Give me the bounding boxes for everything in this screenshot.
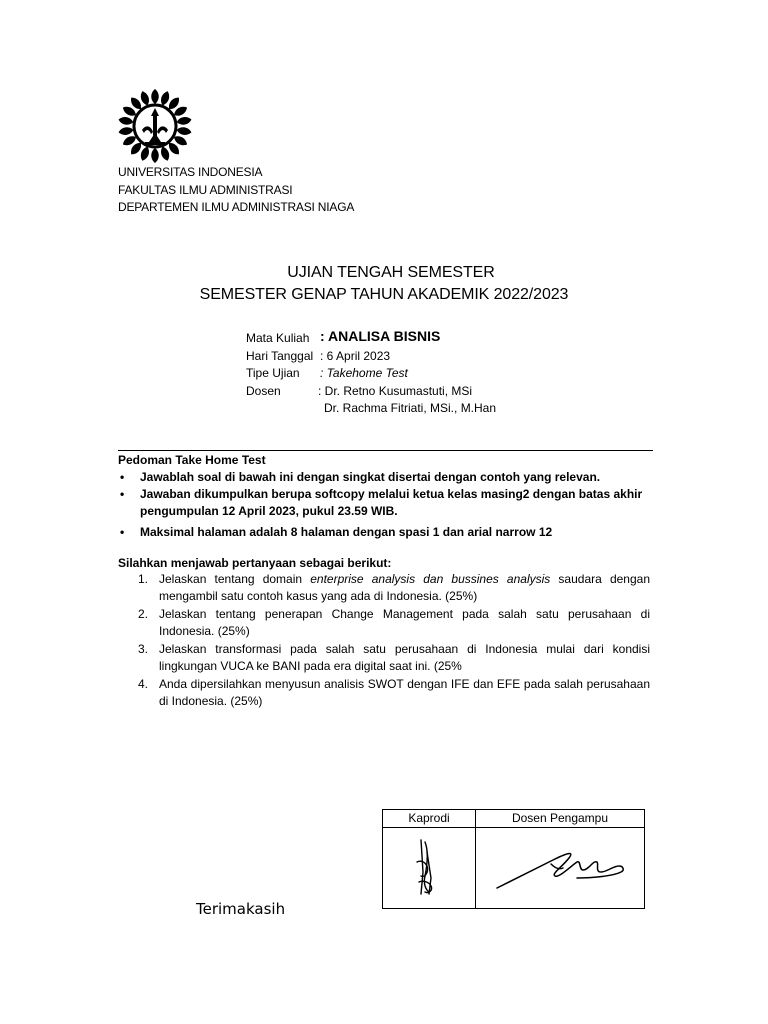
question-text: Jelaskan tentang penerapan Change Management pada salah satu perusahaan di Indonesia. (25%) xyxy=(159,607,650,638)
guidelines-section xyxy=(118,452,653,541)
guideline-item xyxy=(118,469,653,486)
lecturer-value-1: : Dr. Retno Kusumastuti, MSi xyxy=(318,383,473,398)
question-number: 1. xyxy=(138,572,149,586)
question-text: saudara dengan mengambil satu contoh kasus yang ada di Indonesia. (25%) xyxy=(159,572,650,603)
signature-header-row xyxy=(383,810,644,828)
guidelines-heading: Pedoman Take Home Test xyxy=(118,453,266,467)
exam-title-block xyxy=(0,262,768,306)
institution-line: UNIVERSITAS INDONESIA xyxy=(118,165,263,179)
question-text: Jelaskan tentang domain xyxy=(159,572,311,586)
date-value: : 6 April 2023 xyxy=(320,348,391,363)
guideline-text: Jawaban dikumpulkan berupa softcopy melalui ketua kelas masing2 dengan batas akhir pengumpulan 12 April 2023, pukul 23.59 WIB. xyxy=(140,487,643,518)
question-number: 3. xyxy=(138,642,149,656)
question-item xyxy=(138,606,650,639)
course-label: Mata Kuliah xyxy=(246,331,310,345)
questions-heading: Silahkan menjawab pertanyaan sebagai berikut: xyxy=(118,556,392,570)
bullet-icon: • xyxy=(120,525,125,539)
dosen-signature-icon xyxy=(493,840,633,895)
question-number: 4. xyxy=(138,677,149,691)
guideline-item xyxy=(118,524,653,541)
bullet-icon: • xyxy=(120,487,125,501)
question-text: Jelaskan transformasi pada salah satu perusahaan di Indonesia mulai dari kondisi lingkungan VUCA ke BANI pada era digital saat ini. (25% xyxy=(159,642,650,673)
exam-title: UJIAN TENGAH SEMESTER xyxy=(287,264,495,281)
university-logo-icon xyxy=(116,86,194,164)
question-item xyxy=(138,676,650,709)
question-item xyxy=(138,641,650,674)
institution-block xyxy=(118,164,354,217)
institution-line: DEPARTEMEN ILMU ADMINISTRASI NIAGA xyxy=(118,200,355,214)
question-text: Anda dipersilahkan menyusun analisis SWOT dengan IFE dan EFE pada salah perusahaan di Indonesia. (25%) xyxy=(159,677,650,708)
dosen-header: Dosen Pengampu xyxy=(511,811,609,825)
questions-list xyxy=(138,571,650,711)
section-divider xyxy=(118,450,653,451)
kaprodi-header: Kaprodi xyxy=(408,811,450,825)
lecturer-value-2: Dr. Rachma Fitriati, MSi., M.Han xyxy=(324,401,497,415)
bullet-icon: • xyxy=(120,470,125,484)
date-label: Hari Tanggal xyxy=(246,348,314,363)
signature-column-divider xyxy=(475,810,476,908)
exam-subtitle: SEMESTER GENAP TAHUN AKADEMIK 2022/2023 xyxy=(199,286,569,303)
question-item xyxy=(138,571,650,604)
lecturer-label: Dosen xyxy=(246,383,281,398)
institution-line: FAKULTAS ILMU ADMINISTRASI xyxy=(118,182,293,197)
guideline-text: Jawablah soal di bawah ini dengan singkat disertai dengan contoh yang relevan. xyxy=(140,470,601,484)
question-text-italic: enterprise analysis dan bussines analysis xyxy=(310,572,551,586)
question-number: 2. xyxy=(138,607,149,621)
course-value: : ANALISA BISNIS xyxy=(320,328,441,344)
kaprodi-signature-icon xyxy=(403,832,453,902)
type-value: : Takehome Test xyxy=(320,366,408,380)
guideline-item xyxy=(118,486,653,520)
closing-text: Terimakasih xyxy=(196,900,286,918)
guideline-text: Maksimal halaman adalah 8 halaman dengan spasi 1 dan arial narrow 12 xyxy=(140,525,553,539)
signature-table xyxy=(382,809,645,909)
type-label: Tipe Ujian xyxy=(246,366,300,380)
